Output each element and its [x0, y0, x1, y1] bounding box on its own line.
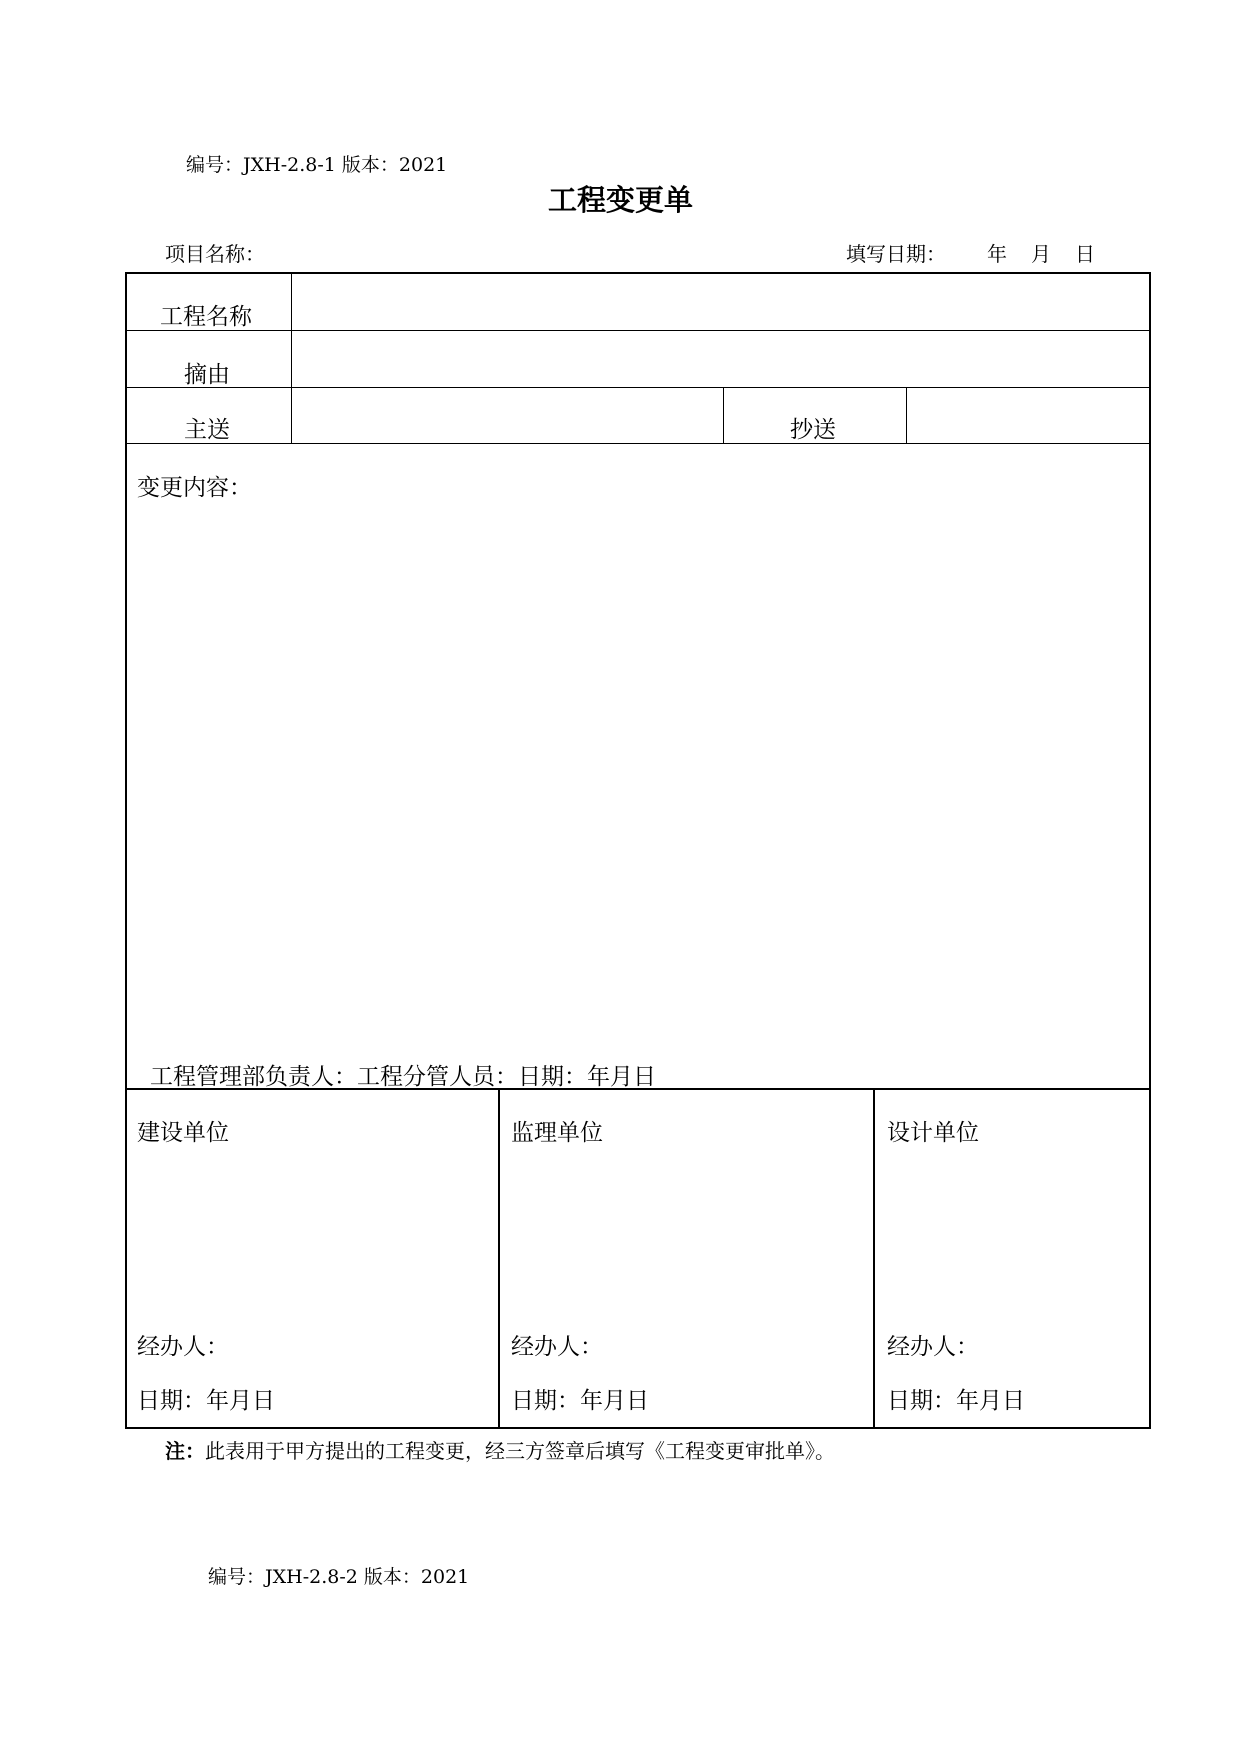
- fill-date-day: 日: [1075, 242, 1095, 266]
- construction-unit-handler: 经办人：: [137, 1334, 229, 1360]
- fill-date-month: 月: [1031, 242, 1051, 266]
- supervision-unit-handler: 经办人：: [511, 1334, 603, 1360]
- fill-date-year: 年: [987, 242, 1007, 266]
- change-content-label: 变更内容：: [137, 475, 252, 501]
- change-form-table: [125, 272, 1151, 1429]
- project-name-cell-label: 工程名称: [160, 304, 252, 330]
- unit-column-divider-1: [498, 1089, 500, 1427]
- responsible-signoff-line: 工程管理部负责人：工程分管人员：日期：年月日: [150, 1064, 656, 1090]
- send-column-divider-2: [906, 387, 907, 443]
- project-name-label: 项目名称：: [165, 242, 265, 266]
- design-unit-handler: 经办人：: [887, 1334, 979, 1360]
- main-send-cell-label: 主送: [184, 417, 230, 443]
- row-divider-1: [126, 330, 1150, 331]
- construction-unit-date: 日期：年月日: [137, 1388, 275, 1414]
- next-form-code-version: 编号：JXH-2.8-2 版本：2021: [208, 1566, 470, 1588]
- label-column-divider: [291, 273, 292, 443]
- row-divider-3: [126, 443, 1150, 444]
- supervision-unit-title: 监理单位: [511, 1120, 603, 1146]
- design-unit-title: 设计单位: [887, 1120, 979, 1146]
- copy-send-cell-label: 抄送: [790, 417, 836, 443]
- note-line: [165, 1435, 835, 1464]
- construction-unit-title: 建设单位: [137, 1120, 229, 1146]
- form-code-version: 编号：JXH-2.8-1 版本：2021: [186, 154, 448, 176]
- row-divider-2: [126, 387, 1150, 388]
- reason-cell-label: 摘由: [184, 362, 230, 388]
- supervision-unit-date: 日期：年月日: [511, 1388, 649, 1414]
- form-title: 工程变更单: [547, 183, 693, 217]
- note-text: 此表用于甲方提出的工程变更，经三方签章后填写《工程变更审批单》。: [205, 1439, 835, 1463]
- unit-column-divider-2: [873, 1089, 875, 1427]
- fill-date-label: 填写日期：: [846, 242, 946, 266]
- design-unit-date: 日期：年月日: [887, 1388, 1025, 1414]
- send-column-divider-1: [723, 387, 724, 443]
- note-prefix: 注：: [165, 1439, 205, 1463]
